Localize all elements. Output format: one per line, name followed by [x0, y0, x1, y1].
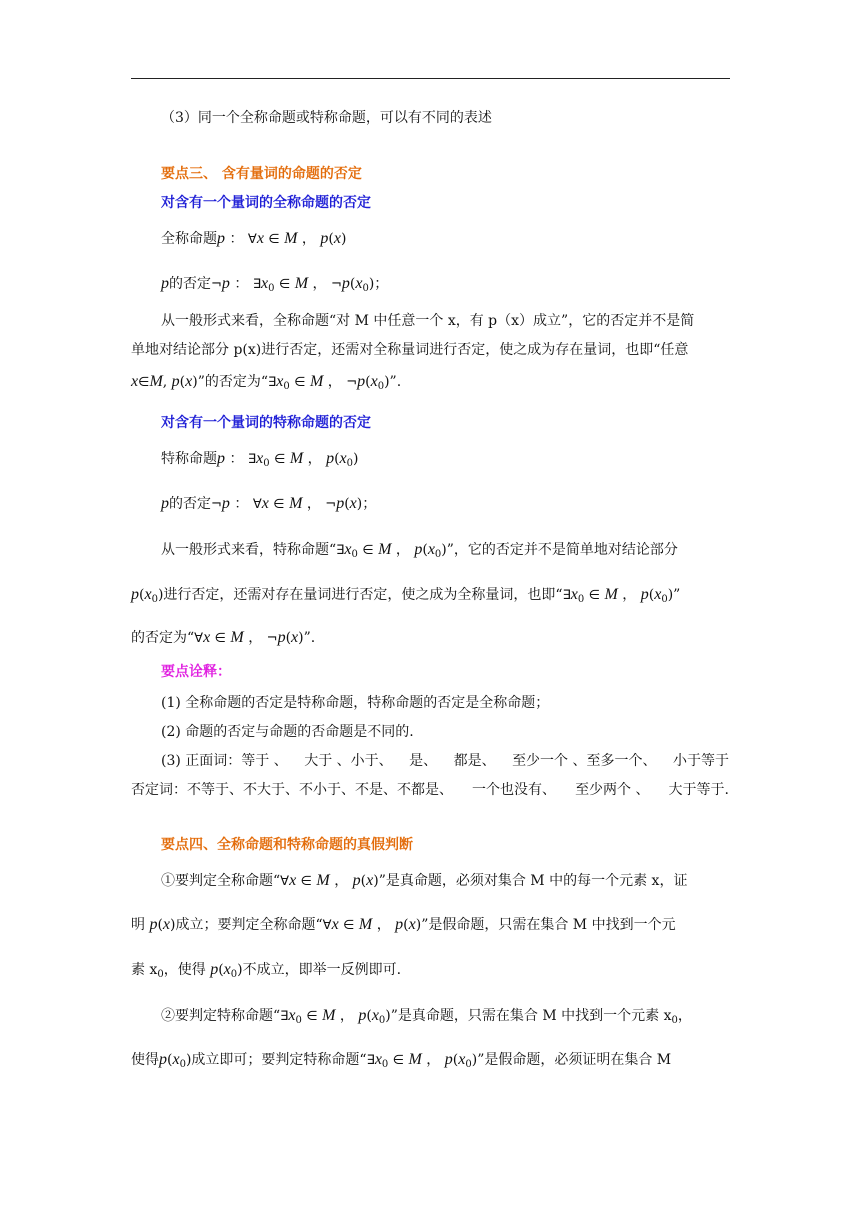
label: 的否定 [169, 276, 211, 292]
paragraph-1-line-3: x∈M, p(x)”的否定为“$\exists x_0$ ∈ M ， $\neg p(x_0)$”. [131, 373, 402, 392]
word-group: 大于 、小于、 [304, 753, 393, 769]
subscript: 0 [671, 1015, 678, 1026]
text: ”. [389, 374, 402, 390]
text: 成立即可；要判定特称命题“ [191, 1052, 367, 1068]
text: ”是假命题，必须证明在集合 M [477, 1052, 672, 1068]
text: ①要判定全称命题“ [161, 873, 281, 889]
header-rule [131, 78, 730, 79]
word-group: 小于等于 [672, 753, 729, 769]
note-item-1: (1) 全称命题的否定是特称命题，特称命题的否定是全称命题； [161, 695, 550, 711]
text: 使得 [131, 1052, 159, 1068]
section-heading-3: 要点三、 含有量词的命题的否定 [161, 166, 362, 182]
paragraph-1-line-2: 单地对结论部分 p(x)进行否定，还需对全称量词进行否定，使之成为存在量词，也即“任意 [131, 342, 689, 358]
subheading-existential-negation: 对含有一个量词的特称命题的否定 [161, 415, 371, 431]
text: ” [673, 587, 681, 603]
existential-negation-line: p的否定¬p ： ∀x ∈ M ， ¬p(x)； [161, 495, 377, 512]
word-group: 大于等于. [668, 782, 729, 798]
universal-proposition-line: 全称命题p ： ∀x ∈ M ， p(x) [161, 230, 347, 247]
label: 特称命题 [161, 451, 217, 467]
word-group: 都是、 [453, 753, 496, 769]
paragraph-2-line-1: 从一般形式来看，特称命题“$\exists x_0$ ∈ M ， $p(x_0)$”，它的否定并不是简单地对结论部分 [161, 541, 678, 560]
note-item-2: (2) 命题的否定与命题的否命题是不同的. [161, 724, 414, 740]
note-item-3 [161, 751, 729, 771]
note-heading: 要点诠释： [161, 664, 231, 680]
paragraph-1-line-1: 从一般形式来看，全称命题“对 M 中任意一个 x，有 p（x）成立”，它的否定并不是简 [161, 313, 695, 329]
section-heading-4: 要点四、全称命题和特称命题的真假判断 [161, 837, 413, 853]
subscript: 0 [157, 969, 164, 980]
text: 成立；要判定全称命题“ [175, 917, 323, 933]
text: 不成立，即举一反例即可. [242, 962, 402, 978]
word-group: 一个也没有、 [472, 782, 557, 798]
note-item-4 [131, 780, 729, 800]
text: ②要判定特称命题“ [161, 1008, 281, 1024]
text: ，使得 [163, 962, 206, 978]
label: 全称命题 [161, 231, 217, 247]
universal-negation-line: p的否定¬p ： $\exists x_0$ ∈ M ， $\neg p(x_0)$； [161, 275, 389, 294]
word-group: 是、 [409, 753, 438, 769]
existential-proposition-line: 特称命题p ： $\exists x_0$ ∈ M ， $p(x_0)$ [161, 450, 359, 469]
text: 素 x [131, 962, 158, 978]
text: ”，它的否定并不是简单地对结论部分 [446, 542, 678, 558]
text: ”的否定为“ [197, 374, 269, 390]
text: ”. [303, 630, 316, 646]
paragraph-2-line-2: $p(x_0)$进行否定，还需对存在量词进行否定，使之成为全称量词，也即“$\exists x_0$ ∈ M ， $p(x_0)$” [131, 586, 681, 605]
label: 的否定 [169, 496, 211, 512]
word-group: 至少一个 、至多一个、 [512, 753, 657, 769]
text: 明 [131, 917, 145, 933]
judge-universal-line-2: 明 p(x)成立；要判定全称命题“∀x ∈ M ， p(x)”是假命题，只需在集合 M 中找到一个元 [131, 916, 676, 933]
text: 的否定为“ [131, 630, 195, 646]
text: ， [677, 1008, 692, 1024]
word-group: 至少两个 、 [575, 782, 650, 798]
judge-existential-line-2: 使得$p(x_0)$成立即可；要判定特称命题“$\exists x_0$ ∈ M ， $p(x_0)$”是假命题，必须证明在集合 M [131, 1051, 672, 1070]
judge-universal-line-1: ①要判定全称命题“∀x ∈ M ， p(x)”是真命题，必须对集合 M 中的每一个元素 x，证 [161, 872, 688, 889]
text: 从一般形式来看，特称命题“ [161, 542, 337, 558]
judge-existential-line-1: ②要判定特称命题“$\exists x_0$ ∈ M ， $p(x_0)$”是真命题，只需在集合 M 中找到一个元素 $x_0$， [161, 1007, 692, 1026]
text: ”是假命题，只需在集合 M 中找到一个元 [421, 917, 676, 933]
subheading-universal-negation: 对含有一个量词的全称命题的否定 [161, 195, 371, 211]
word-group: (3) 正面词：等于 、 [161, 753, 288, 769]
text: ”是真命题，只需在集合 M 中找到一个元素 x [390, 1008, 672, 1024]
text: ”是真命题，必须对集合 M 中的每一个元素 x，证 [378, 873, 688, 889]
paragraph-2-line-3: 的否定为“∀x ∈ M ， ¬p(x)”. [131, 629, 316, 646]
judge-universal-line-3: 素 $x_0$，使得 $p(x_0)$不成立，即举一反例即可. [131, 961, 402, 980]
word-group: 否定词：不等于、不大于、不小于、不是、不都是、 [131, 782, 453, 798]
point-3-line: （3）同一个全称命题或特称命题，可以有不同的表述 [161, 110, 492, 126]
text: 进行否定，还需对存在量词进行否定，使之成为全称量词，也即“ [163, 587, 563, 603]
